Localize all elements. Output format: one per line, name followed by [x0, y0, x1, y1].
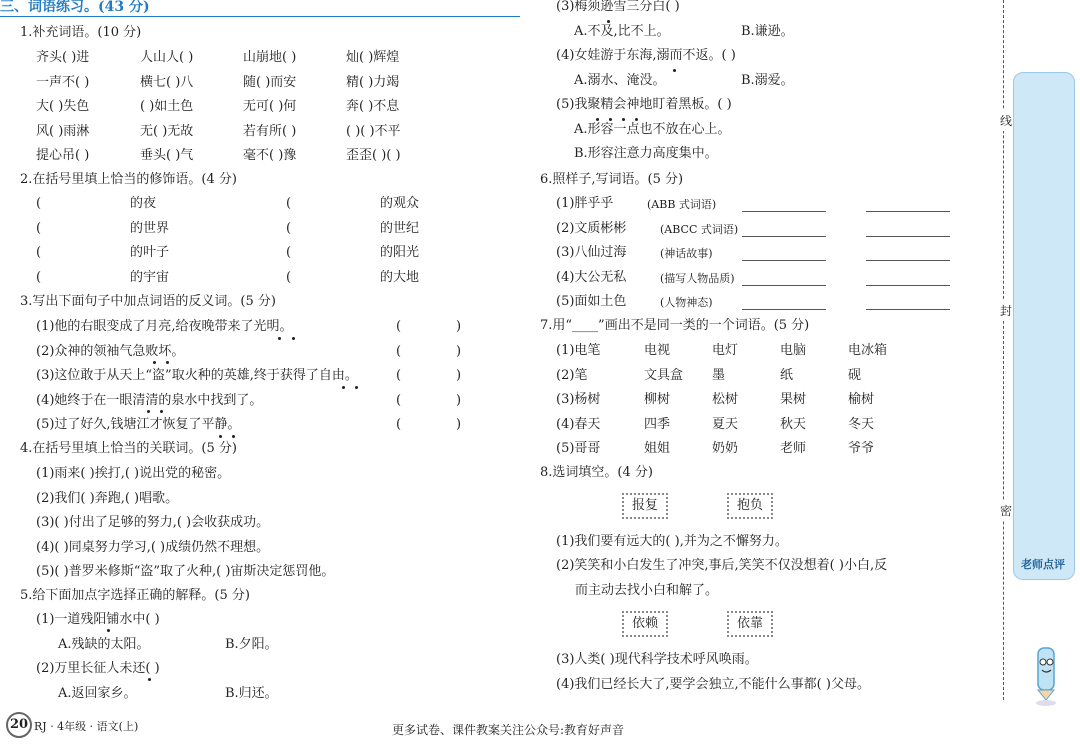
q4-sentence: (2)我们( )奔跑,( )唱歌。 [36, 490, 179, 506]
q1-title: 1.补充词语。(10 分) [20, 25, 142, 40]
q5-option: A.返回家乡。 [58, 686, 137, 701]
side-char: 封 [1000, 300, 1012, 321]
q6-note: (神话故事) [660, 247, 713, 260]
q7-word: 砚 [848, 367, 862, 383]
answer-blank[interactable] [742, 285, 826, 286]
idiom-blank: 人山人( ) [140, 50, 194, 65]
answer-paren: ) [456, 392, 462, 408]
answer-paren: ( [396, 319, 402, 334]
answer-blank[interactable] [742, 309, 826, 310]
q5-item: (3)梅须逊雪三分白( ) [556, 0, 680, 14]
answer-paren: ) [456, 417, 462, 432]
q5-item: (2)万里长征人未还( ) [36, 661, 160, 676]
q5-option: A.形容一点也不放在心上。 [574, 122, 731, 137]
q3-sentence: (4)她终于在一眼清清的泉水中找到了。 [36, 392, 263, 408]
idiom-blank: 无可( )何 [243, 99, 297, 114]
q3-sentence: (1)他的右眼变成了月亮,给夜晚带来了光明。 [36, 319, 293, 334]
q7-word: (2)笔 [556, 367, 588, 383]
q7-word: (5)哥哥 [556, 441, 601, 456]
idiom-blank: ( )( )不平 [346, 123, 401, 139]
idiom-blank: 随( )而安 [243, 74, 297, 90]
q8-item: 而主动去找小白和解了。 [575, 583, 719, 598]
q5-option: B.夕阳。 [225, 637, 278, 652]
idiom-blank: 提心吊( ) [36, 148, 90, 163]
modifier-noun: 的叶子 [130, 245, 170, 260]
idiom-blank: 灿( )辉煌 [346, 50, 400, 65]
modifier-noun: 的宇宙 [130, 269, 170, 285]
paren: ( [286, 269, 292, 285]
answer-paren: ) [456, 368, 462, 383]
q5-option: A.不及,比不上。 [574, 24, 670, 39]
idiom-blank: 山崩地( ) [243, 50, 297, 65]
q4-sentence: (5)( )普罗米修斯“盗”取了火种,( )宙斯决定惩罚他。 [36, 564, 335, 579]
q3-sentence: (5)过了好久,钱塘江才恢复了平静。 [36, 417, 241, 432]
paren: ( [36, 269, 42, 285]
answer-blank[interactable] [866, 260, 950, 261]
pencil-mascot-icon [1020, 640, 1070, 706]
q8-title: 8.选词填空。(4 分) [540, 465, 653, 480]
side-char: 线 [1000, 110, 1012, 131]
answer-paren: ( [396, 417, 402, 432]
answer-paren: ) [456, 343, 462, 359]
q7-word: (3)杨树 [556, 392, 601, 407]
q7-word: 柳树 [644, 392, 671, 407]
q7-word: 电冰箱 [848, 343, 888, 358]
q3-sentence: (3)这位敢于从天上“盗”取火种的英雄,终于获得了自由。 [36, 368, 358, 383]
q3-sentence: (2)众神的领袖气急败坏。 [36, 343, 185, 359]
paren: ( [286, 245, 292, 260]
word-box: 报复 [622, 493, 668, 519]
answer-paren: ( [396, 368, 402, 383]
word-box: 依赖 [622, 611, 668, 637]
q3-title: 3.写出下面句子中加点词语的反义词。(5 分) [20, 294, 276, 309]
answer-blank[interactable] [742, 236, 826, 237]
q7-word: 奶奶 [712, 441, 739, 456]
modifier-noun: 的观众 [380, 196, 420, 211]
q7-word: 果树 [780, 392, 807, 407]
q7-word: 文具盒 [644, 367, 684, 383]
modifier-noun: 的夜 [130, 196, 157, 211]
q6-note: (描写人物品质) [660, 271, 735, 285]
answer-blank[interactable] [742, 260, 826, 261]
q6-example: (3)八仙过海 [556, 245, 627, 260]
q7-word: 秋天 [780, 416, 807, 432]
modifier-noun: 的大地 [380, 269, 420, 285]
paren: ( [36, 220, 42, 236]
q4-sentence: (1)雨来( )挨打,( )说出党的秘密。 [36, 466, 231, 481]
idiom-blank: 横七( )八 [140, 74, 194, 90]
idiom-blank: ( )如土色 [140, 99, 194, 114]
q7-word: 冬天 [848, 416, 875, 432]
side-char: 密 [1000, 500, 1012, 521]
q5-option: A.残缺的太阳。 [58, 637, 150, 652]
q4-sentence: (4)( )同桌努力学习,( )成绩仍然不理想。 [36, 539, 270, 555]
paren: ( [286, 196, 292, 211]
idiom-blank: 齐头( )进 [36, 50, 90, 65]
answer-blank[interactable] [866, 285, 950, 286]
q7-word: 电脑 [780, 343, 807, 358]
q2-title: 2.在括号里填上恰当的修饰语。(4 分) [20, 172, 237, 187]
answer-blank[interactable] [866, 211, 950, 212]
footer-promo: 更多试卷、课件教案关注公众号:教育好声音 [392, 723, 625, 737]
q7-word: 电灯 [712, 343, 739, 358]
answer-blank[interactable] [866, 236, 950, 237]
idiom-blank: 若有所( ) [243, 123, 297, 139]
q7-word: 老师 [780, 441, 807, 456]
idiom-blank: 大( )失色 [36, 99, 90, 114]
q6-example: (2)文质彬彬 [556, 220, 627, 236]
modifier-noun: 的世纪 [380, 220, 420, 236]
q5-item: (4)女娃游于东海,溺而不返。( ) [556, 48, 736, 63]
q7-word: (4)春天 [556, 416, 601, 432]
idiom-blank: 风( )雨淋 [36, 123, 90, 139]
answer-paren: ( [396, 392, 402, 408]
word-box: 依靠 [727, 611, 773, 637]
q7-word: (1)电笔 [556, 343, 601, 358]
word-box: 抱负 [727, 493, 773, 519]
q7-word: 四季 [644, 416, 671, 432]
q5-option: B.形容注意力高度集中。 [574, 146, 718, 161]
idiom-blank: 一声不( ) [36, 74, 90, 90]
idiom-blank: 精( )力竭 [346, 74, 400, 90]
modifier-noun: 的世界 [130, 220, 170, 236]
q5-title: 5.给下面加点字选择正确的解释。(5 分) [20, 588, 250, 603]
section-title: 三、词语练习。(43 分) [0, 0, 150, 15]
q7-word: 电视 [644, 343, 671, 358]
q4-title: 4.在括号里填上恰当的关联词。(5 分) [20, 441, 237, 456]
cut-line [1003, 0, 1004, 700]
q6-example: (5)面如土色 [556, 294, 627, 309]
q7-word: 墨 [712, 367, 726, 383]
modifier-noun: 的阳光 [380, 245, 420, 260]
q6-example: (4)大公无私 [556, 269, 627, 285]
q6-example: (1)胖乎乎 [556, 196, 614, 211]
teacher-comment-label: 老师点评 [1021, 558, 1065, 571]
paren: ( [36, 245, 42, 260]
q4-sentence: (3)( )付出了足够的努力,( )会收获成功。 [36, 515, 270, 530]
q7-word: 姐姐 [644, 441, 671, 456]
answer-paren: ( [396, 343, 402, 359]
q8-item: (2)笑笑和小白发生了冲突,事后,笑笑不仅没想着( )小白,反 [556, 558, 888, 573]
q5-option: B.谦逊。 [741, 24, 794, 39]
q5-option: B.归还。 [225, 686, 278, 701]
q8-item: (4)我们已经长大了,要学会独立,不能什么事都( )父母。 [556, 677, 870, 692]
paren: ( [36, 196, 42, 211]
answer-paren: ) [456, 319, 462, 334]
q5-item: (5)我聚精会神地盯着黑板。( ) [556, 97, 732, 112]
idiom-blank: 奔( )不息 [346, 99, 400, 114]
q7-title: 7.用“____”画出不是同一类的一个词语。(5 分) [540, 318, 810, 333]
answer-blank[interactable] [866, 309, 950, 310]
q7-word: 夏天 [712, 416, 739, 432]
idiom-blank: 垂头( )气 [140, 148, 194, 163]
q8-item: (3)人类( )现代科学技术呼风唤雨。 [556, 652, 758, 667]
q7-word: 爷爷 [848, 441, 875, 456]
q6-title: 6.照样子,写词语。(5 分) [540, 172, 684, 187]
page-number: 20 [6, 712, 32, 738]
paren: ( [286, 220, 292, 236]
q6-note: (人物神态) [660, 296, 713, 309]
q6-note: (ABB 式词语) [647, 198, 717, 211]
teacher-comment-box[interactable] [1013, 72, 1075, 580]
q6-note: (ABCC 式词语) [660, 222, 739, 236]
q7-word: 松树 [712, 392, 739, 407]
q5-item: (1)一道残阳铺水中( ) [36, 612, 160, 627]
idiom-blank: 毫不( )豫 [243, 148, 297, 163]
q5-option: B.溺爱。 [741, 73, 794, 88]
q7-word: 榆树 [848, 392, 875, 407]
answer-blank[interactable] [742, 211, 826, 212]
grade-label: RJ · 4年级 · 语文(上) [34, 720, 139, 733]
q5-option: A.溺水、淹没。 [574, 73, 666, 88]
q7-word: 纸 [780, 367, 794, 383]
idiom-blank: 歪歪( )( ) [346, 148, 401, 163]
q8-item: (1)我们要有远大的( ),并为之不懈努力。 [556, 534, 788, 549]
idiom-blank: 无( )无故 [140, 123, 194, 139]
